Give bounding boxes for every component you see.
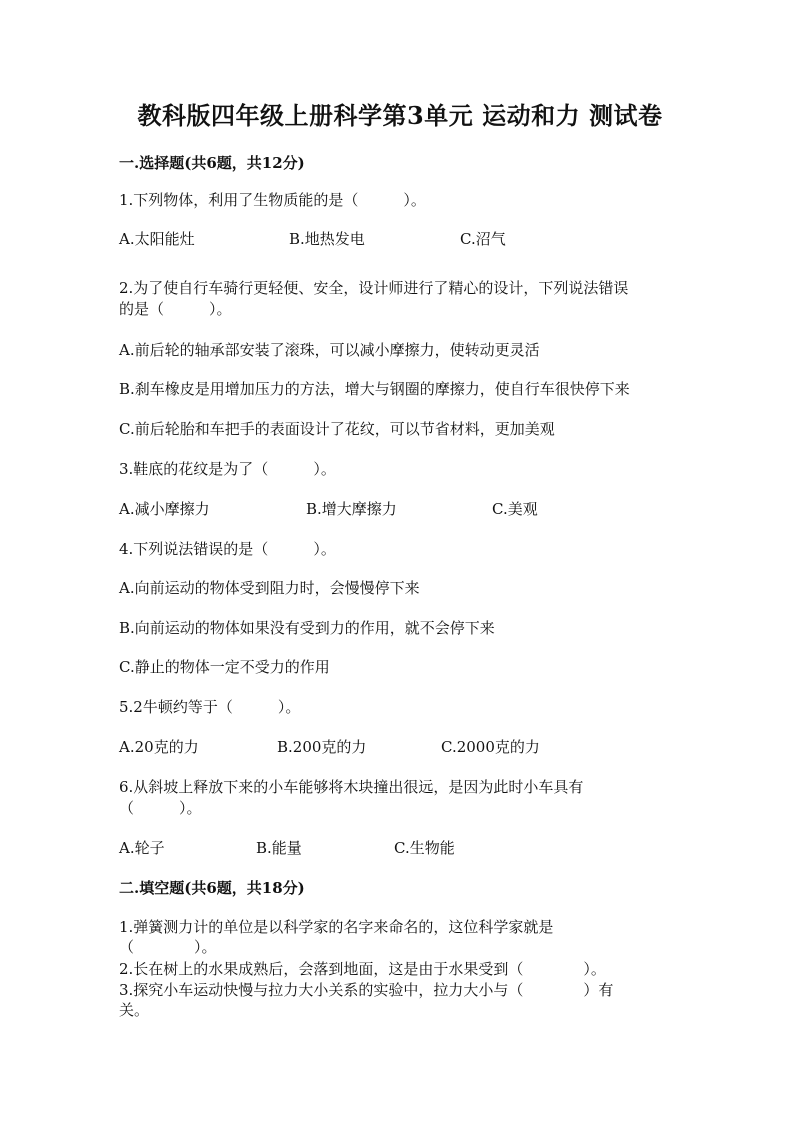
question-3-option-b: B.增大摩擦力 xyxy=(306,500,397,518)
question-5-stem: 5.2牛顿约等于（ ）。 xyxy=(119,698,301,716)
fill-question-3-line1: 3.探究小车运动快慢与拉力大小关系的实验中，拉力大小与（ ）有 xyxy=(119,981,614,999)
question-1-stem: 1.下列物体，利用了生物质能的是（ ）。 xyxy=(119,191,426,209)
fill-question-2: 2.长在树上的水果成熟后，会落到地面，这是由于水果受到（ ）。 xyxy=(119,960,606,978)
question-6-stem-line1: 6.从斜坡上释放下来的小车能够将木块撞出很远，是因为此时小车具有 xyxy=(119,778,584,796)
page-title: 教科版四年级上册科学第3单元 运动和力 测试卷 xyxy=(137,101,663,130)
question-3-stem: 3.鞋底的花纹是为了（ ）。 xyxy=(119,460,336,478)
question-4-option-c: C.静止的物体一定不受力的作用 xyxy=(119,658,330,676)
question-6-option-b: B.能量 xyxy=(256,839,302,857)
question-5-option-c: C.2000克的力 xyxy=(441,738,540,756)
question-3-option-a: A.减小摩擦力 xyxy=(119,500,210,518)
fill-question-1-line1: 1.弹簧测力计的单位是以科学家的名字来命名的，这位科学家就是 xyxy=(119,918,554,936)
question-4-stem: 4.下列说法错误的是（ ）。 xyxy=(119,540,336,558)
question-5-option-a: A.20克的力 xyxy=(119,738,199,756)
question-2-stem-line1: 2.为了使自行车骑行更轻便、安全，设计师进行了精心的设计，下列说法错误 xyxy=(119,279,629,297)
question-1-option-b: B.地热发电 xyxy=(289,230,365,248)
question-2-stem-line2: 的是（ ）。 xyxy=(119,300,232,318)
question-3-option-c: C.美观 xyxy=(492,500,538,518)
question-1-option-c: C.沼气 xyxy=(460,230,506,248)
question-5-option-b: B.200克的力 xyxy=(277,738,367,756)
section-1-heading: 一.选择题(共6题，共12分) xyxy=(119,154,305,172)
question-4-option-a: A.向前运动的物体受到阻力时，会慢慢停下来 xyxy=(119,579,420,597)
section-2-heading: 二.填空题(共6题，共18分) xyxy=(119,879,305,897)
question-6-option-a: A.轮子 xyxy=(119,839,165,857)
question-6-stem-line2: （ ）。 xyxy=(119,799,202,817)
question-6-option-c: C.生物能 xyxy=(394,839,455,857)
question-2-option-b: B.刹车橡皮是用增加压力的方法，增大与钢圈的摩擦力，使自行车很快停下来 xyxy=(119,380,630,398)
question-1-option-a: A.太阳能灶 xyxy=(119,230,195,248)
question-2-option-a: A.前后轮的轴承部安装了滚珠，可以减小摩擦力，使转动更灵活 xyxy=(119,341,540,359)
fill-question-3-line2: 关。 xyxy=(119,1001,150,1019)
question-4-option-b: B.向前运动的物体如果没有受到力的作用，就不会停下来 xyxy=(119,619,495,637)
fill-question-1-line2: （ ）。 xyxy=(119,938,217,956)
question-2-option-c: C.前后轮胎和车把手的表面设计了花纹，可以节省材料，更加美观 xyxy=(119,420,555,438)
